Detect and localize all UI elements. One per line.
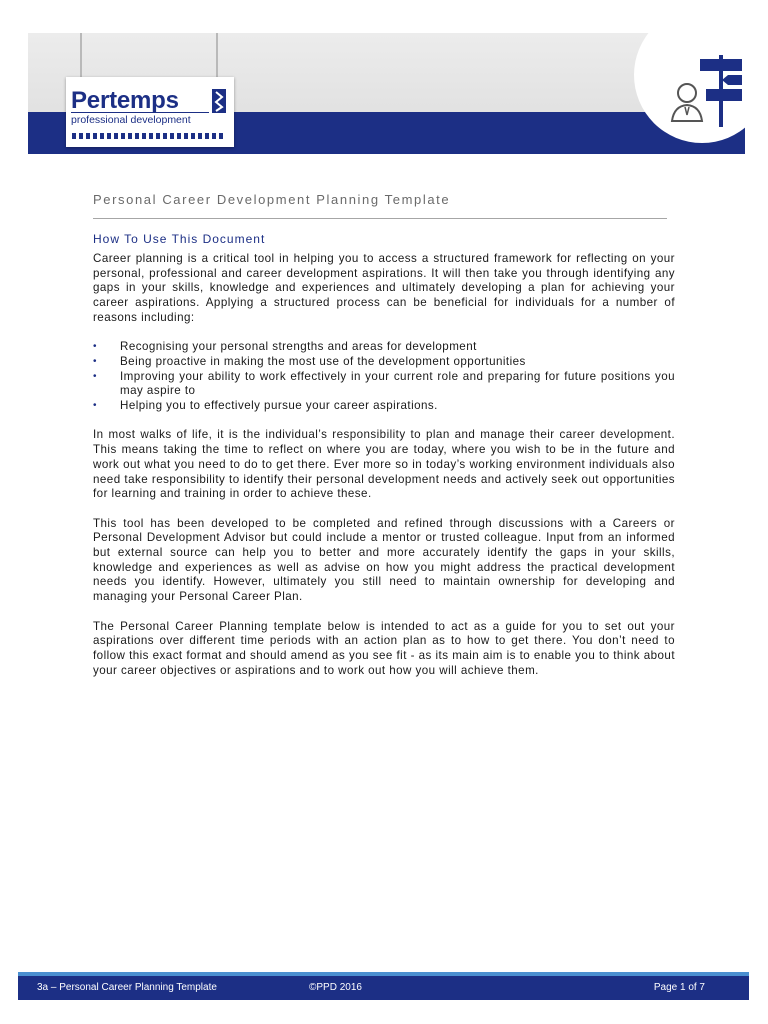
bullet-icon: • (93, 370, 97, 382)
page-footer (18, 976, 749, 1000)
list-item-text: Helping you to effectively pursue your career aspirations. (120, 399, 438, 413)
hanger-wire (80, 33, 82, 79)
title-divider (93, 218, 667, 219)
hanger-wire (216, 33, 218, 79)
list-item-text: Being proactive in making the most use of the development opportunities (120, 354, 526, 368)
list-item-text: Improving your ability to work effectively in your current role and preparing for future positions you may aspire to (120, 369, 675, 398)
pertemps-logo (66, 77, 234, 147)
footer-document-name: 3a – Personal Career Planning Template (37, 982, 217, 993)
document-body (93, 252, 675, 693)
body-paragraph: The Personal Career Planning template below is intended to act as a guide for you to set out your aspirations over different time periods with an action plan as to how to get there. You don’t need to follow this exact format and should amend as you see fit - as its main aim is to enable you to think about your career objectives or aspirations and to work out how you will achieve them. (93, 619, 675, 677)
logo-wordmark: Pertemps (71, 87, 179, 114)
footer-copyright: ©PPD 2016 (309, 982, 362, 993)
footer-page-number: Page 1 of 7 (653, 982, 705, 993)
bullet-icon: • (93, 341, 97, 353)
list-item (93, 399, 675, 414)
list-item (93, 340, 675, 355)
section-heading: How To Use This Document (93, 232, 266, 246)
logo-mark-icon (212, 89, 226, 113)
signpost-graphic (662, 51, 742, 131)
intro-paragraph: Career planning is a critical tool in helping you to access a structured framework for reflecting on your personal, professional and career development aspirations. It will then take you through identifying any gaps in your skills, knowledge and experiences and ultimately developing a plan for achieving your career aspirations. Applying a structured process can be beneficial for individuals for a number of reasons including: (93, 252, 675, 324)
reasons-list (93, 340, 675, 414)
body-paragraph: In most walks of life, it is the individual’s responsibility to plan and manage their career development. This means taking the time to reflect on where you are today, where you wish to be in the future and work out what you need to do to get there. Ever more so in today’s working environment individuals also need take responsibility to identify their personal development needs and actively seek out opportunities for learning and training in order to achieve these. (93, 428, 675, 501)
bullet-icon: • (93, 355, 97, 367)
header-banner (28, 33, 745, 154)
document-title: Personal Career Development Planning Template (93, 192, 451, 207)
logo-tagline: professional development (71, 112, 209, 126)
bullet-icon: • (93, 400, 97, 412)
body-paragraph: This tool has been developed to be completed and refined through discussions with a Careers or Personal Development Advisor but could include a mentor or trusted colleague. Input from an informed but external source can help you to better and more accurately identify the gaps in your skills, knowledge and experiences as well as advise on how you might address the practical development needs you identify. However, ultimately you still need to maintain ownership for developing and managing your Personal Career Plan. (93, 516, 675, 604)
list-item-text: Recognising your personal strengths and areas for development (120, 340, 477, 354)
list-item (93, 355, 675, 370)
list-item (93, 370, 675, 399)
logo-checker-strip (72, 133, 226, 139)
